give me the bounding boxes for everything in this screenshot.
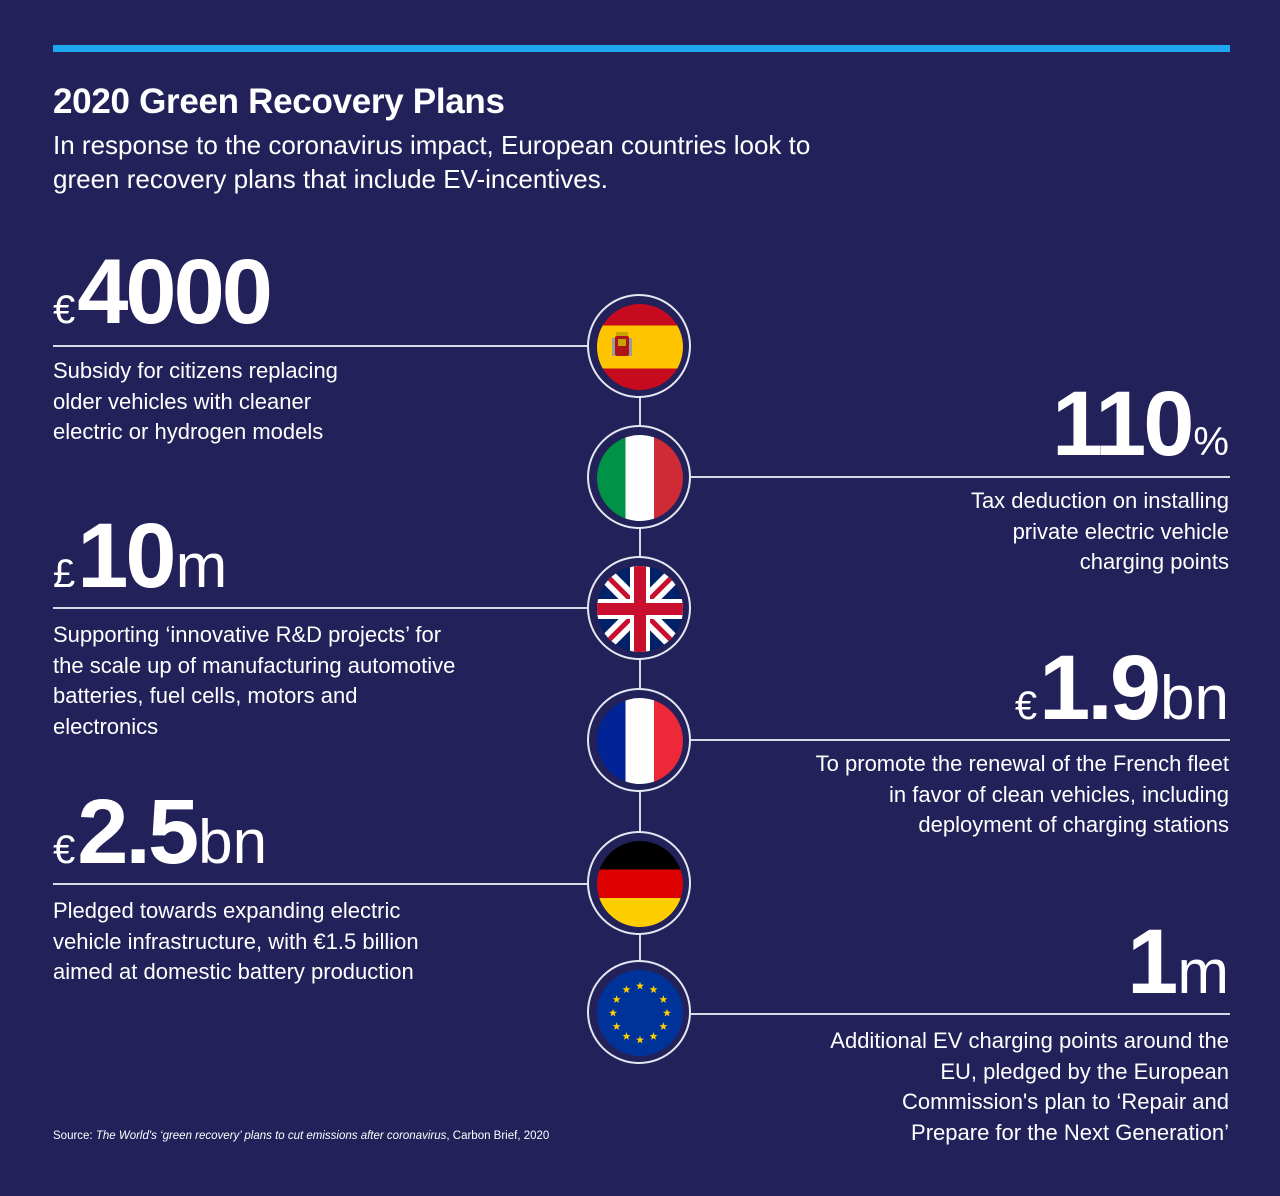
spain-value: 4000	[77, 241, 270, 343]
france-unit: bn	[1160, 664, 1229, 733]
germany-divider	[53, 883, 589, 885]
italy-description: Tax deduction on installing private electric vehicle charging points	[970, 488, 1229, 574]
italy-value: 110	[1052, 373, 1192, 475]
eu-flag-icon	[587, 960, 691, 1064]
uk-description: Supporting ‘innovative R&D projects’ for the scale up of manufacturing automotive batteries, fuel cells, motors and electronics	[53, 622, 456, 739]
france-divider	[691, 739, 1230, 741]
france-value: 1.9	[1039, 637, 1159, 739]
italy-figure	[1050, 373, 1229, 475]
source-prefix: Source:	[53, 1130, 96, 1142]
eu-divider	[691, 1013, 1230, 1015]
eu-figure	[1125, 911, 1229, 1013]
italy-divider	[691, 476, 1230, 478]
page-title: 2020 Green Recovery Plans	[53, 82, 505, 121]
germany-figure	[53, 781, 268, 883]
eu-unit: m	[1177, 938, 1229, 1007]
spain-description: Subsidy for citizens replacing older vehicles with cleaner electric or hydrogen models	[53, 358, 338, 444]
germany-unit: bn	[198, 808, 268, 877]
uk-unit: m	[175, 532, 228, 601]
page-subtitle: In response to the coronavirus impact, European countries look to green recovery plans that include EV-incentives.	[53, 130, 811, 194]
france-flag-icon	[587, 688, 691, 792]
uk-figure	[53, 505, 228, 607]
spain-divider	[53, 345, 589, 347]
source-suffix: , Carbon Brief, 2020	[446, 1130, 550, 1142]
spain-flag-icon	[587, 294, 691, 398]
uk-divider	[53, 607, 589, 609]
uk-flag-icon	[587, 556, 691, 660]
spain-figure	[53, 241, 272, 343]
eu-value: 1	[1127, 911, 1176, 1013]
germany-flag-icon	[587, 831, 691, 935]
source-note	[53, 1130, 549, 1142]
italy-unit: %	[1193, 420, 1229, 464]
germany-description: Pledged towards expanding electric vehicle infrastructure, with €1.5 billion aimed at domestic battery production	[53, 898, 419, 984]
spain-currency: €	[53, 288, 76, 332]
germany-value: 2.5	[77, 781, 197, 883]
accent-bar	[53, 45, 1230, 52]
eu-description: Additional EV charging points around the EU, pledged by the European Commission's plan to ‘Repair and Prepare for the Next Generation’	[830, 1028, 1229, 1145]
italy-flag-icon	[587, 425, 691, 529]
france-currency: €	[1014, 684, 1038, 728]
france-description: To promote the renewal of the French fleet in favor of clean vehicles, including deployment of charging stations	[815, 751, 1229, 837]
germany-currency: €	[53, 828, 76, 872]
france-figure	[1014, 637, 1229, 739]
uk-currency: £	[53, 552, 76, 596]
source-title: The World's ‘green recovery’ plans to cut emissions after coronavirus	[95, 1130, 447, 1142]
uk-value: 10	[77, 505, 174, 607]
